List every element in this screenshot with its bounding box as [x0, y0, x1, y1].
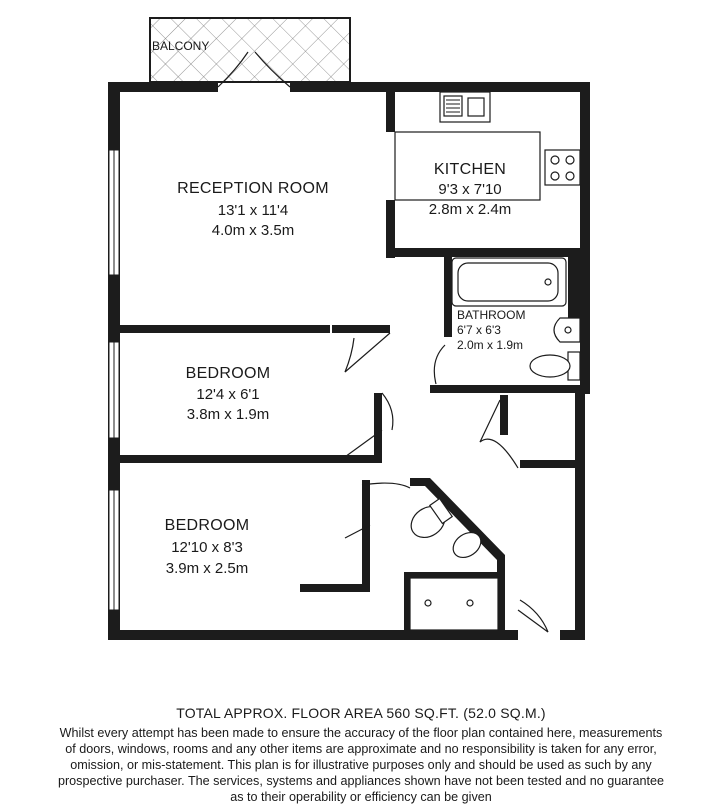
kitchen-name: KITCHEN	[433, 161, 507, 178]
label-bedroom-2	[165, 517, 250, 577]
bedroom-1-name: BEDROOM	[185, 365, 271, 382]
bedroom-1-metric: 3.8m x 1.9m	[186, 406, 270, 423]
bathroom-name: BATHROOM	[457, 308, 526, 322]
label-balcony	[152, 39, 209, 53]
kitchen-imperial: 9'3 x 7'10	[438, 181, 502, 198]
bedroom-1-imperial: 12'4 x 6'1	[196, 386, 260, 403]
bedroom-2-metric: 3.9m x 2.5m	[165, 560, 249, 577]
disclaimer-line: as to their operability or efficiency can be given	[230, 790, 492, 804]
reception-name: RECEPTION ROOM	[177, 180, 329, 197]
kitchen-metric: 2.8m x 2.4m	[428, 201, 512, 218]
reception-imperial: 13'1 x 11'4	[217, 202, 289, 219]
disclaimer-line: of doors, windows, rooms and any other items are approximate and no responsibility is taken for any error,	[65, 742, 657, 756]
disclaimer-line: omission, or mis-statement. This plan is for illustrative purposes only and should be used as such by any	[70, 758, 652, 772]
disclaimer-line: prospective purchaser. The services, systems and appliances shown have not been tested and no guarantee	[57, 774, 665, 788]
disclaimer	[0, 725, 722, 805]
ensuite-fixtures	[405, 499, 498, 630]
balcony-name: BALCONY	[152, 39, 210, 53]
label-bedroom-1	[186, 365, 271, 423]
total-floor-area: TOTAL APPROX. FLOOR AREA 560 SQ.FT. (52.0 SQ.M.)	[176, 705, 546, 721]
bedroom-2-name: BEDROOM	[164, 517, 250, 534]
windows	[109, 150, 119, 610]
reception-metric: 4.0m x 3.5m	[211, 222, 295, 239]
bathroom-imperial: 6'7 x 6'3	[457, 323, 501, 337]
bathroom-metric: 2.0m x 1.9m	[457, 338, 524, 352]
disclaimer-line: Whilst every attempt has been made to ensure the accuracy of the floor plan contained here, measurements	[59, 726, 663, 740]
bedroom-2-imperial: 12'10 x 8'3	[171, 539, 243, 556]
label-kitchen	[429, 161, 512, 218]
label-bathroom	[457, 308, 525, 352]
label-reception	[177, 180, 329, 239]
